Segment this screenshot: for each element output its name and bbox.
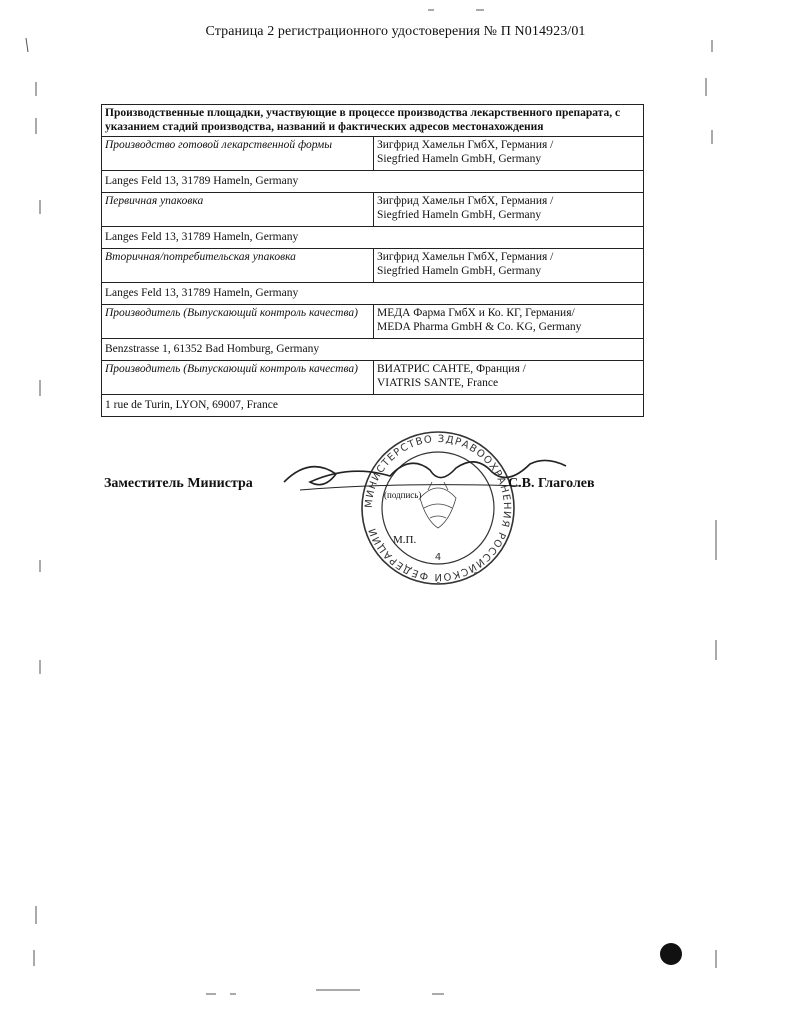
company-name-en: Siegfried Hameln GmbH, Germany <box>377 265 542 277</box>
address-cell: 1 rue de Turin, LYON, 69007, France <box>102 395 644 417</box>
stage-cell: Производство готовой лекарственной формы <box>102 137 374 171</box>
address-cell: Langes Feld 13, 31789 Hameln, Germany <box>102 171 644 193</box>
company-name-ru: Зигфрид Хамельн ГмбХ, Германия / <box>377 195 554 207</box>
stage-cell: Производитель (Выпускающий контроль качества) <box>102 361 374 395</box>
address-cell: Benzstrasse 1, 61352 Bad Homburg, Germany <box>102 339 644 361</box>
company-name-ru: Зигфрид Хамельн ГмбХ, Германия / <box>377 139 554 151</box>
company-name-en: MEDA Pharma GmbH & Co. KG, Germany <box>377 321 582 333</box>
company-cell <box>374 305 644 339</box>
table-row-address <box>102 171 644 193</box>
table-row <box>102 249 644 283</box>
signature-caption: (подпись) <box>384 490 422 500</box>
table-row <box>102 305 644 339</box>
address-cell: Langes Feld 13, 31789 Hameln, Germany <box>102 283 644 305</box>
table-row <box>102 137 644 171</box>
company-cell <box>374 137 644 171</box>
table-row-address <box>102 227 644 249</box>
signatory-position: Заместитель Министра <box>104 476 253 491</box>
address-cell: Langes Feld 13, 31789 Hameln, Germany <box>102 227 644 249</box>
company-name-en: VIATRIS SANTE, France <box>377 377 499 389</box>
production-sites-table <box>101 104 644 417</box>
table-heading-row <box>102 105 644 137</box>
company-cell <box>374 249 644 283</box>
table-row <box>102 193 644 227</box>
table-row-address <box>102 395 644 417</box>
stamp-label: М.П. <box>393 534 417 546</box>
company-cell <box>374 361 644 395</box>
table-row-address <box>102 283 644 305</box>
stage-cell: Первичная упаковка <box>102 193 374 227</box>
table-row-address <box>102 339 644 361</box>
stage-cell: Производитель (Выпускающий контроль качества) <box>102 305 374 339</box>
seal-ring-text: МИНИСТЕРСТВО ЗДРАВООХРАНЕНИЯ РОССИЙСКОЙ ФЕДЕРАЦИИ <box>363 433 513 583</box>
company-name-en: Siegfried Hameln GmbH, Germany <box>377 209 542 221</box>
company-name-ru: ВИАТРИС САНТЕ, Франция / <box>377 363 526 375</box>
company-name-en: Siegfried Hameln GmbH, Germany <box>377 153 542 165</box>
seal-number: 4 <box>434 552 442 563</box>
table-heading: Производственные площадки, участвующие в процессе производства лекарственного препарата, с указанием стадий производства, названий и фактических адресов местонахождения <box>102 105 644 137</box>
page-header: Страница 2 регистрационного удостоверения № П N014923/01 <box>205 24 586 39</box>
company-name-ru: Зигфрид Хамельн ГмбХ, Германия / <box>377 251 554 263</box>
signatory-name: С.В. Глаголев <box>508 476 595 491</box>
stage-cell: Вторичная/потребительская упаковка <box>102 249 374 283</box>
company-name-ru: МЕДА Фарма ГмбХ и Ко. КГ, Германия/ <box>377 307 575 319</box>
company-cell <box>374 193 644 227</box>
table-row <box>102 361 644 395</box>
